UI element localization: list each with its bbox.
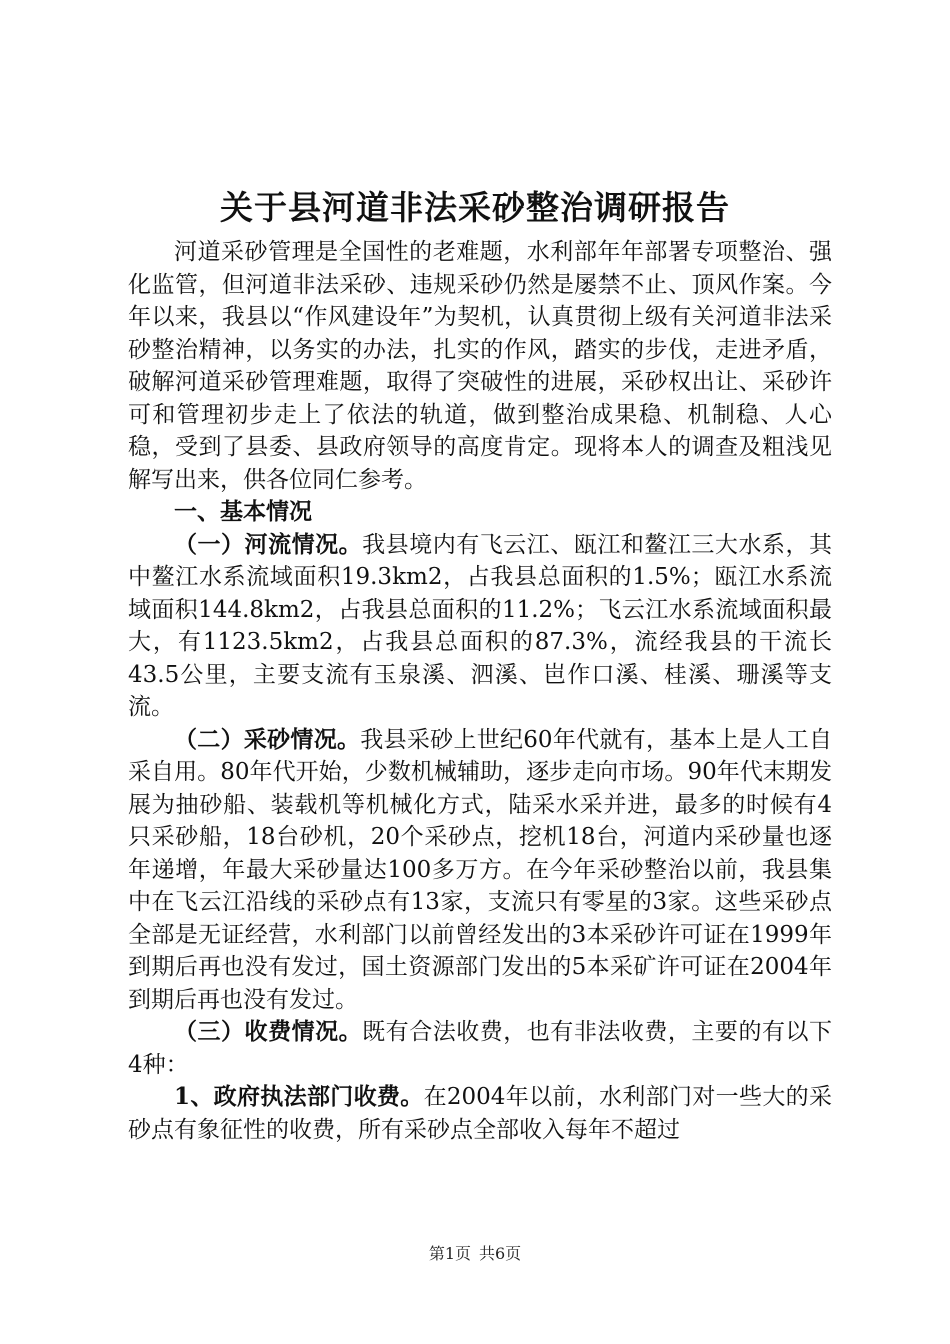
document-title: 关于县河道非法采砂整治调研报告 <box>220 188 730 227</box>
paragraph-river-info <box>128 529 832 724</box>
paragraph-fee-info <box>128 1016 832 1081</box>
sand-mining-info-text: 我县采砂上世纪60年代就有，基本上是人工自采自用。80年代开始，少数机械辅助，逐步走向市场。90年代末期发展为抽砂船、装载机等机械化方式，陆采水采并进，最多的时候有4只采砂船，18台砂机，20个采砂点，挖机18台，河道内采砂量也逐年递增，年最大采砂量达100多万方。在今年采砂整治以前，我县集中在飞云江沿线的采砂点有13家，支流只有零星的3家。这些采砂点全部是无证经营，水利部门以前曾经发出的3本采砂许可证在1999年到期后再也没有发过，国土资源部门发出的5本采矿许可证在2004年到期后再也没有发过。 <box>128 726 832 1013</box>
section-heading-basic-info: 一、基本情况 <box>174 498 312 525</box>
subheading-fee-info: （三）收费情况。 <box>174 1018 363 1045</box>
paragraph-sand-mining-info <box>128 724 832 1017</box>
subheading-sand-mining-info: （二）采砂情况。 <box>174 725 361 753</box>
river-info-text: 我县境内有飞云江、瓯江和鳌江三大水系，其中鳌江水系流域面积19.3km2，占我县总面积的1.5%；瓯江水系流域面积144.8km2，占我县总面积的11.2%；飞云江水系流域面积最大，有1123.5km2，占我县总面积的87.3%，流经我县的干流长43.5公里，主要支流有玉泉溪、泗溪、岜作口溪、桂溪、珊溪等支流。 <box>128 531 833 720</box>
government-fees-text: 在2004年以前，水利部门对一些大的采砂点有象征性的收费，所有采砂点全部收入每年不超过 <box>128 1084 832 1143</box>
page-number-total: 共6页 <box>479 1244 522 1263</box>
subheading-river-info: （一）河流情况。 <box>174 530 363 558</box>
document-body <box>128 236 832 1146</box>
page-number-current: 第1页 <box>428 1244 471 1263</box>
intro-paragraph: 河道采砂管理是全国性的老难题，水利部年年部署专项整治、强化监管，但河道非法采砂、违规采砂仍然是屡禁不止、顶风作案。今年以来，我县以“作风建设年”为契机，认真贯彻上级有关河道非法采砂整治精神，以务实的办法，扎实的作风，踏实的步伐，走进矛盾，破解河道采砂管理难题，取得了突破性的进展，采砂权出让、采砂许可和管理初步走上了依法的轨道，做到整治成果稳、机制稳、人心稳，受到了县委、县政府领导的高度肯定。现将本人的调查及粗浅见解写出来，供各位同仁参考。 <box>128 239 832 493</box>
page-footer <box>0 1242 950 1266</box>
paragraph-government-fees <box>128 1081 832 1146</box>
fee-info-text: 既有合法收费，也有非法收费，主要的有以下4种： <box>128 1019 833 1078</box>
item-heading-government-fees: 1、政府执法部门收费。 <box>174 1083 424 1110</box>
